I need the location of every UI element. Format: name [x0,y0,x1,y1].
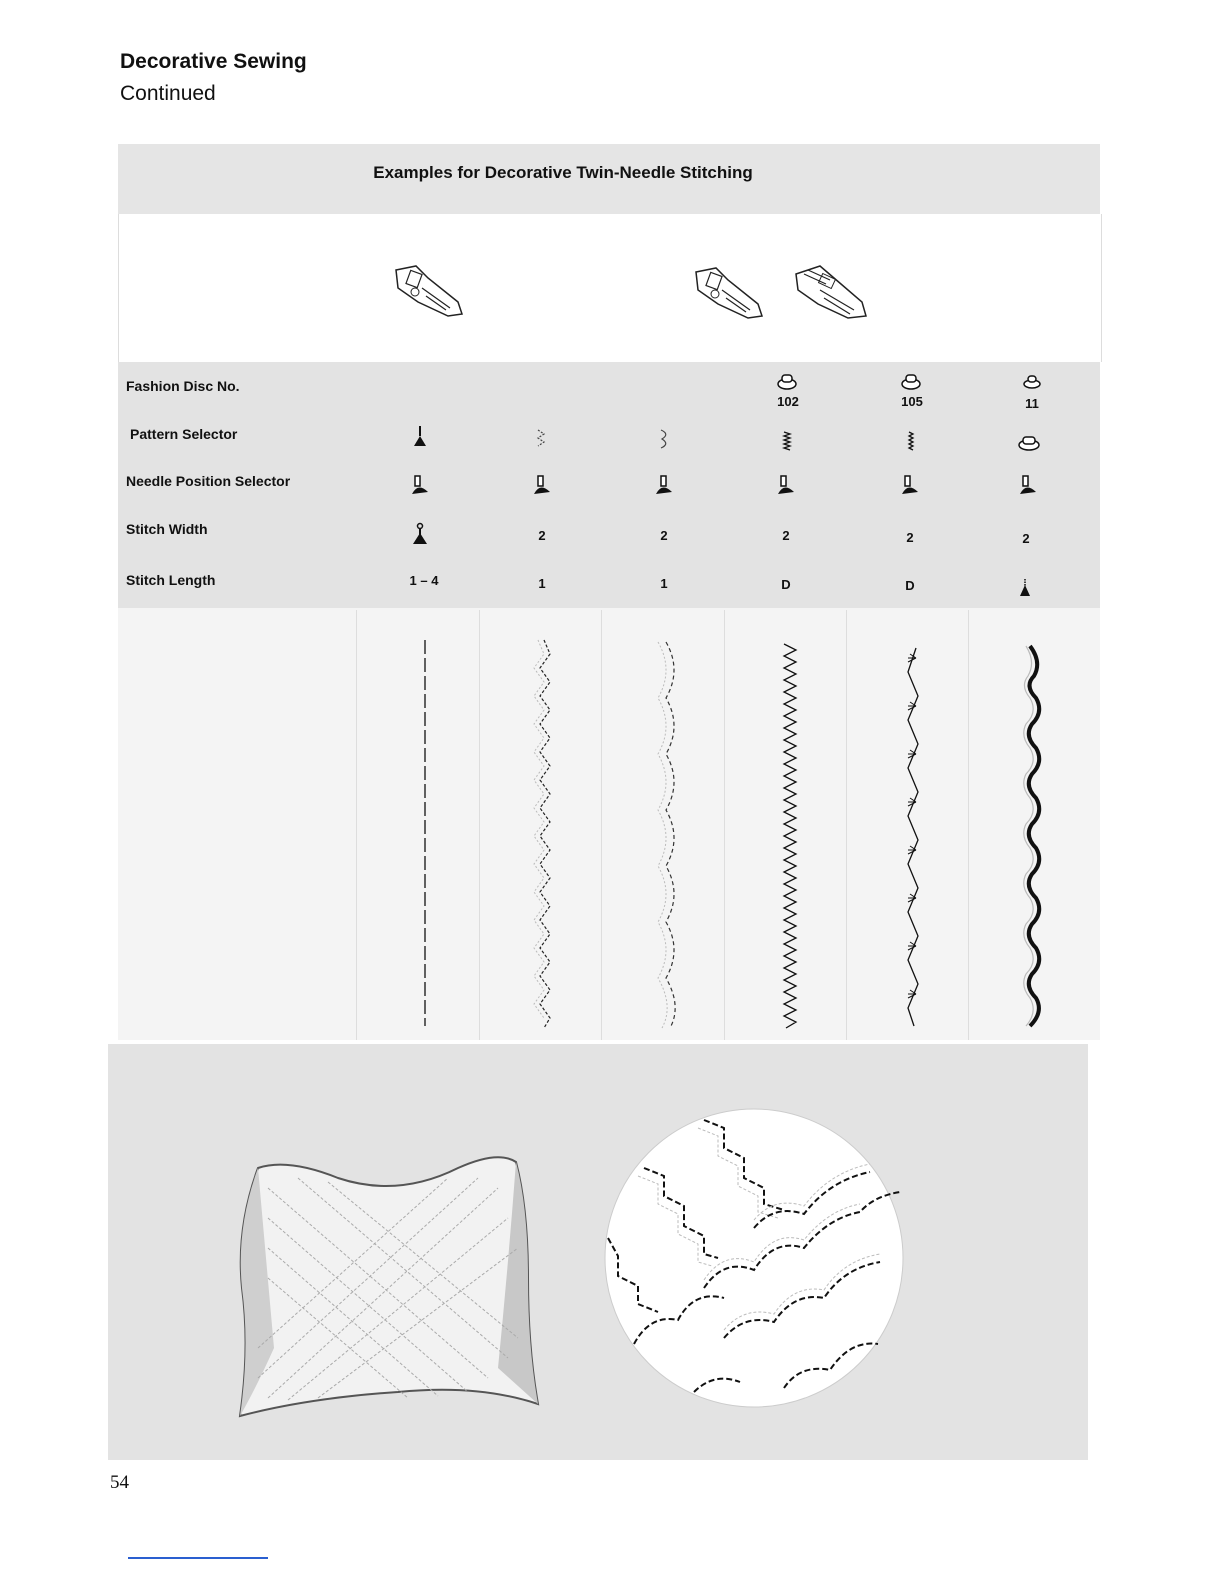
scallop-stitch-sample [648,640,688,1030]
zigzag-stitch-sample [526,640,566,1030]
stitch-length-value: D [905,578,915,593]
stitch-width-value: 2 [538,528,546,543]
straight-stitch-icon [412,424,428,448]
stitch-width-value: 2 [782,528,790,543]
stitch-width-value: 2 [660,528,668,543]
table-title: Examples for Decorative Twin-Needle Stitching [373,163,753,182]
presser-foot-panel [118,214,1102,362]
bottom-rule [128,1557,268,1559]
row-label-needle-position: Needle Position Selector [126,473,291,489]
needle-position-icon [1016,474,1040,498]
zigzag-pattern-icon [534,428,548,450]
needle-position-icon [530,474,554,498]
zigzag-pattern-icon [781,430,793,452]
fashion-disc-icon [1022,372,1042,390]
stitch-width-value: 2 [906,530,914,545]
satin-scallop-stitch-sample [1014,646,1050,1030]
needle-position-icon [898,474,922,498]
needle-position-icon [408,474,432,498]
row-label-stitch-length: Stitch Length [126,572,216,588]
fashion-disc-icon [1018,434,1040,452]
stitch-length-satin-icon [1018,578,1032,598]
needle-position-icon [774,474,798,498]
stitch-samples-panel [118,608,1100,1040]
fashion-disc-icon [777,372,797,390]
feather-stitch-sample [896,648,932,1028]
fashion-disc-value: 105 [901,394,923,409]
special-presser-foot-icon [790,264,870,324]
stitch-length-value: D [781,577,791,592]
stitch-length-value: 1 – 4 [409,573,439,588]
stitch-detail-circle [604,1108,904,1408]
stitch-length-value: 1 [538,576,546,591]
stitch-width-value: 2 [1022,531,1030,546]
stitch-length-value: 1 [660,576,668,591]
scallop-pattern-icon [658,428,672,450]
fashion-disc-icon [901,372,921,390]
presser-foot-icon [388,262,468,322]
fashion-disc-value: 11 [1025,396,1039,411]
fashion-disc-value: 102 [777,394,799,409]
needle-position-icon [652,474,676,498]
cushion-illustration [228,1148,548,1420]
presser-foot-icon [688,264,768,324]
row-label-pattern-selector: Pattern Selector [130,426,238,442]
row-label-fashion-disc: Fashion Disc No. [126,378,240,394]
section-subtitle: Continued [120,82,216,105]
stitch-width-straight-icon [411,522,429,546]
section-title: Decorative Sewing [120,50,307,73]
row-label-stitch-width: Stitch Width [126,521,208,537]
dense-zigzag-stitch-sample [772,644,808,1030]
page-number: 54 [110,1472,129,1493]
zigzag-pattern-icon [905,430,917,452]
straight-stitch-sample [410,640,440,1030]
